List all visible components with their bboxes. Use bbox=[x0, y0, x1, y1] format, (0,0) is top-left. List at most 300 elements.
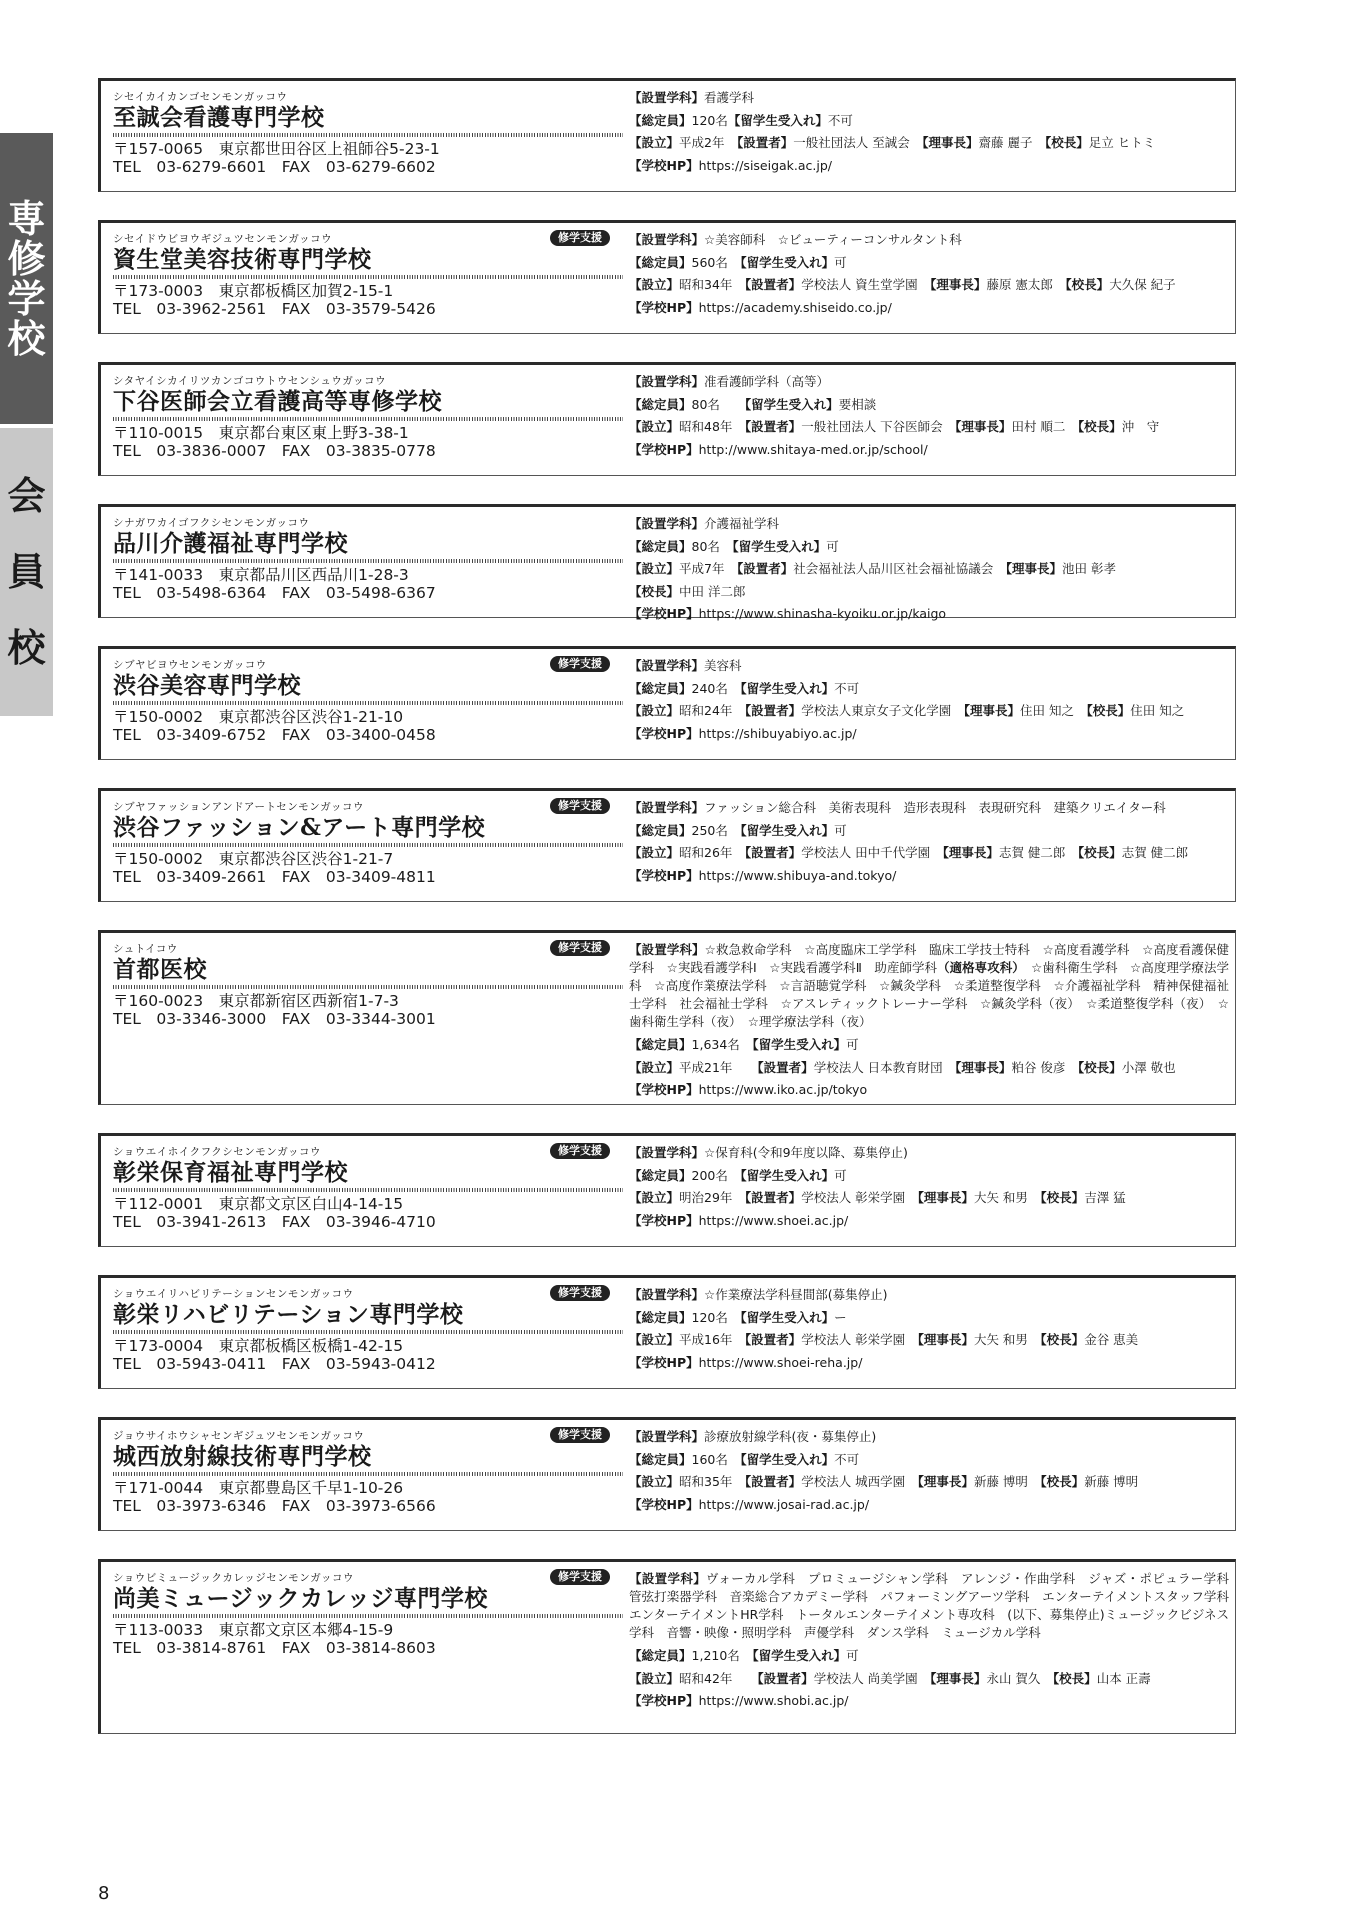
detail-label: 【留学生受入れ】 bbox=[732, 538, 827, 554]
detail-line bbox=[629, 700, 1229, 723]
school-summary bbox=[113, 90, 623, 176]
detail-value: 志賀 健二郎 bbox=[1121, 845, 1189, 860]
school-summary bbox=[113, 658, 623, 744]
detail-label: 【設置学科】 bbox=[629, 232, 705, 247]
school-name: 資生堂美容技術専門学校 bbox=[113, 246, 372, 273]
dotted-rule bbox=[113, 985, 623, 989]
detail-line bbox=[629, 1494, 1229, 1517]
detail-label: 【留学生受入れ】 bbox=[740, 1309, 835, 1325]
school-details bbox=[629, 371, 1229, 461]
dotted-rule bbox=[113, 1472, 623, 1476]
detail-label: 【留学生受入れ】 bbox=[744, 396, 839, 412]
detail-value: 学校法人 資生堂学園 bbox=[801, 277, 931, 292]
school-name: 彰栄保育福祉専門学校 bbox=[113, 1159, 348, 1186]
detail-label: 【総定員】 bbox=[629, 822, 692, 838]
detail-line bbox=[629, 723, 1229, 746]
school-name: 渋谷ファッション&アート専門学校 bbox=[113, 814, 486, 841]
detail-value: 可 bbox=[846, 1037, 859, 1052]
detail-label: 【設立】 bbox=[629, 1670, 680, 1686]
detail-value: 一般社団法人 下谷医師会 bbox=[801, 419, 956, 434]
detail-line bbox=[629, 1426, 1229, 1449]
detail-label: 【学校HP】 bbox=[629, 1693, 699, 1708]
detail-value: 1,210名 bbox=[691, 1648, 753, 1663]
school-kana: シナガワカイゴフクシセンモンガッコウ bbox=[113, 517, 310, 529]
detail-value: 平成7年 bbox=[679, 561, 737, 576]
school-kana: シセイカイカンゴセンモンガッコウ bbox=[113, 91, 288, 103]
detail-label: 【校長】 bbox=[1040, 1474, 1085, 1489]
detail-label: 【学校HP】 bbox=[629, 867, 699, 883]
school-kana: ショウビミュージックカレッジセンモンガッコウ bbox=[113, 1572, 355, 1584]
detail-value: 昭和24年 bbox=[679, 703, 745, 718]
detail-label: 【設置学科】 bbox=[629, 800, 705, 815]
detail-label: 【校長】 bbox=[1086, 703, 1131, 718]
detail-label: 【設置学科】 bbox=[629, 516, 705, 531]
detail-label: 【設置者】 bbox=[744, 419, 802, 434]
school-details bbox=[629, 1568, 1242, 1713]
detail-value: 160名 bbox=[691, 1451, 741, 1467]
detail-label: 【設立】 bbox=[629, 1190, 680, 1205]
school-name: 渋谷美容専門学校 bbox=[113, 672, 301, 699]
school-summary bbox=[113, 1145, 623, 1231]
school-kana: シブヤファッションアンドアートセンモンガッコウ bbox=[113, 801, 365, 813]
detail-line bbox=[629, 229, 1229, 252]
detail-label: 【学校HP】 bbox=[629, 1212, 699, 1228]
detail-line bbox=[629, 1057, 1229, 1080]
school-summary bbox=[113, 800, 623, 886]
detail-value: 可 bbox=[826, 538, 839, 554]
detail-value: https://academy.shiseido.co.jp/ bbox=[698, 299, 892, 315]
school-entry bbox=[98, 504, 1236, 621]
detail-line bbox=[629, 416, 1229, 439]
school-details bbox=[629, 229, 1229, 319]
detail-line bbox=[629, 842, 1229, 865]
school-name: 至誠会看護専門学校 bbox=[113, 104, 325, 131]
detail-value: 志賀 健二郎 bbox=[998, 845, 1078, 860]
detail-label: 【学校HP】 bbox=[629, 441, 699, 457]
school-kana: ショウエイホイクフクシセンモンガッコウ bbox=[113, 1146, 322, 1158]
school-address: 〒173-0004 東京都板橋区板橋1-42-15 bbox=[113, 1337, 404, 1355]
detail-label: 【校長】 bbox=[1077, 845, 1122, 860]
detail-value: 介護福祉学科 bbox=[704, 516, 780, 531]
school-name: 城西放射線技術専門学校 bbox=[113, 1443, 372, 1470]
detail-label: 【留学生受入れ】 bbox=[752, 1648, 847, 1663]
school-list bbox=[98, 78, 1242, 1762]
detail-value: 社会福祉法人品川区社会福祉協議会 bbox=[793, 561, 1006, 576]
detail-value: 可 bbox=[834, 822, 847, 838]
detail-value: 金谷 恵美 bbox=[1084, 1332, 1139, 1347]
detail-line bbox=[629, 155, 1229, 178]
side-tab-char: 専 bbox=[7, 196, 46, 241]
school-details bbox=[629, 797, 1229, 887]
detail-value: 永山 賀久 bbox=[986, 1670, 1053, 1686]
detail-label: 【校長】 bbox=[1052, 1670, 1097, 1686]
detail-line bbox=[629, 132, 1229, 155]
school-name: 下谷医師会立看護高等専修学校 bbox=[113, 388, 442, 415]
detail-value: ファッション総合科 美術表現科 造形表現科 表現研究科 建築クリエイター科 bbox=[704, 800, 1166, 815]
school-summary bbox=[113, 516, 623, 602]
school-entry bbox=[98, 1417, 1236, 1531]
side-tab-section bbox=[0, 428, 53, 716]
detail-value: 吉澤 猛 bbox=[1084, 1190, 1126, 1205]
school-kana: ジョウサイホウシャセンギジュツセンモンガッコウ bbox=[113, 1430, 365, 1442]
detail-label: 【設立】 bbox=[629, 1332, 680, 1347]
detail-label: 【校長】 bbox=[1077, 419, 1122, 434]
detail-value: 不可 bbox=[827, 112, 853, 128]
detail-label: 【総定員】 bbox=[629, 1451, 692, 1467]
detail-line bbox=[629, 678, 1229, 701]
detail-line bbox=[629, 941, 1229, 1031]
school-summary bbox=[113, 1287, 623, 1373]
detail-label: 【総定員】 bbox=[629, 1309, 692, 1325]
detail-label: 【理事長】 bbox=[930, 277, 987, 292]
support-badge: 修学支援 bbox=[550, 656, 610, 672]
detail-line bbox=[629, 1165, 1229, 1188]
detail-value: 昭和26年 bbox=[679, 845, 745, 860]
school-entry bbox=[98, 362, 1236, 476]
detail-value: 新藤 博明 bbox=[973, 1474, 1041, 1489]
detail-value: 120名 bbox=[691, 1309, 741, 1325]
detail-label: 【設置者】 bbox=[744, 845, 802, 860]
detail-line bbox=[629, 1210, 1229, 1233]
detail-value: 小澤 敬也 bbox=[1121, 1059, 1176, 1075]
detail-value: 粕谷 俊彦 bbox=[1011, 1059, 1078, 1075]
detail-value: 学校法人 尚美学園 bbox=[813, 1670, 931, 1686]
detail-label: 【理事長】 bbox=[922, 135, 979, 150]
detail-value: 学校法人 日本教育財団 bbox=[813, 1059, 956, 1075]
detail-line bbox=[629, 1668, 1229, 1691]
detail-label: 【理事長】 bbox=[955, 419, 1012, 434]
school-phone: TEL 03-3409-2661 FAX 03-3409-4811 bbox=[113, 868, 436, 886]
detail-line bbox=[629, 820, 1229, 843]
detail-value: 平成21年 bbox=[679, 1059, 758, 1075]
detail-value: https://www.shoei.ac.jp/ bbox=[698, 1212, 849, 1228]
school-phone: TEL 03-3962-2561 FAX 03-3579-5426 bbox=[113, 300, 436, 318]
detail-line bbox=[629, 1187, 1229, 1210]
school-kana: シブヤビヨウセンモンガッコウ bbox=[113, 659, 267, 671]
school-entry bbox=[98, 78, 1236, 192]
detail-line bbox=[629, 1690, 1229, 1713]
detail-label: 【理事長】 bbox=[930, 1670, 987, 1686]
detail-label: 【設立】 bbox=[629, 1059, 680, 1075]
dotted-rule bbox=[113, 559, 623, 563]
detail-label: 【総定員】 bbox=[629, 680, 692, 696]
detail-value: https://shibuyabiyo.ac.jp/ bbox=[698, 725, 857, 741]
detail-value: 池田 彰孝 bbox=[1062, 561, 1116, 576]
school-address: 〒110-0015 東京都台東区東上野3-38-1 bbox=[113, 424, 409, 442]
detail-value: 200名 bbox=[691, 1167, 741, 1183]
detail-label: 【設立】 bbox=[629, 277, 680, 292]
detail-label: 【設立】 bbox=[629, 561, 680, 576]
detail-value: ー bbox=[834, 1309, 847, 1325]
detail-value: 新藤 博明 bbox=[1084, 1474, 1139, 1489]
dotted-rule bbox=[113, 843, 623, 847]
detail-label: 【留学生受入れ】 bbox=[740, 822, 835, 838]
detail-value: 齋藤 麗子 bbox=[978, 135, 1045, 150]
detail-value: 学校法人 彰栄学園 bbox=[801, 1332, 918, 1347]
detail-value: https://www.iko.ac.jp/tokyo bbox=[698, 1082, 868, 1097]
detail-label: 【留学生受入れ】 bbox=[740, 254, 835, 270]
detail-label: 【校長】 bbox=[1040, 1190, 1085, 1205]
detail-label: 【理事長】 bbox=[917, 1190, 974, 1205]
detail-value: 住田 知之 bbox=[1130, 703, 1185, 718]
school-address: 〒113-0033 東京都文京区本郷4-15-9 bbox=[113, 1621, 394, 1639]
school-address: 〒150-0002 東京都渋谷区渋谷1-21-10 bbox=[113, 708, 404, 726]
school-kana: シュトイコウ bbox=[113, 943, 178, 955]
detail-value: https://www.shinasha-kyoiku.or.jp/kaigo bbox=[698, 606, 947, 621]
school-entry bbox=[98, 220, 1236, 334]
detail-label: 【学校HP】 bbox=[629, 725, 699, 741]
detail-label: 【設置学科】 bbox=[629, 942, 705, 957]
detail-value: https://www.shoei-reha.jp/ bbox=[698, 1354, 863, 1370]
detail-line bbox=[629, 371, 1229, 394]
detail-value: 学校法人 田中千代学園 bbox=[801, 845, 943, 860]
detail-value: 山本 正壽 bbox=[1096, 1670, 1151, 1686]
detail-label: 【設置学科】 bbox=[629, 1287, 705, 1302]
school-address: 〒157-0065 東京都世田谷区上祖師谷5-23-1 bbox=[113, 140, 440, 158]
school-details bbox=[629, 513, 1229, 626]
school-entry bbox=[98, 646, 1236, 760]
detail-label: 【総定員】 bbox=[629, 1648, 692, 1663]
detail-label: 【学校HP】 bbox=[629, 299, 699, 315]
school-name: 品川介護福祉専門学校 bbox=[113, 530, 348, 557]
school-name: 首都医校 bbox=[113, 956, 207, 983]
detail-line bbox=[629, 797, 1229, 820]
school-summary bbox=[113, 1571, 623, 1657]
dotted-rule bbox=[113, 133, 623, 137]
detail-label: 【設置学科】 bbox=[629, 1571, 707, 1586]
side-tab-char: 会 bbox=[7, 474, 46, 518]
school-details bbox=[629, 87, 1229, 177]
detail-value: 准看護師学科（高等） bbox=[704, 374, 830, 389]
detail-label: 【設立】 bbox=[629, 419, 680, 434]
detail-value: 大久保 紀子 bbox=[1109, 277, 1176, 292]
detail-line bbox=[629, 655, 1229, 678]
detail-label: 【校長】 bbox=[629, 583, 680, 599]
dotted-rule bbox=[113, 1188, 623, 1192]
detail-label: 【理事長】 bbox=[942, 845, 999, 860]
detail-label: 【設置者】 bbox=[736, 135, 794, 150]
detail-label: 【設置者】 bbox=[744, 703, 802, 718]
detail-label: 【総定員】 bbox=[629, 1167, 692, 1183]
detail-line bbox=[629, 1645, 1229, 1668]
school-entry bbox=[98, 788, 1236, 902]
school-phone: TEL 03-3836-0007 FAX 03-3835-0778 bbox=[113, 442, 436, 460]
school-address: 〒171-0044 東京都豊島区千早1-10-26 bbox=[113, 1479, 404, 1497]
detail-line bbox=[629, 558, 1229, 581]
detail-value: 可 bbox=[834, 1167, 847, 1183]
detail-label: 【校長】 bbox=[1040, 1332, 1085, 1347]
detail-value: 昭和42年 bbox=[679, 1670, 758, 1686]
detail-value: 不可 bbox=[834, 1451, 860, 1467]
detail-line bbox=[629, 252, 1229, 275]
school-details bbox=[629, 1284, 1229, 1374]
detail-label: 【留学生受入れ】 bbox=[740, 1451, 835, 1467]
detail-label: 【学校HP】 bbox=[629, 606, 699, 621]
school-phone: TEL 03-3941-2613 FAX 03-3946-4710 bbox=[113, 1213, 436, 1231]
detail-label: 【設立】 bbox=[629, 703, 680, 718]
school-summary bbox=[113, 374, 623, 460]
detail-label: 【校長】 bbox=[1077, 1059, 1122, 1075]
detail-label: 【理事長】 bbox=[963, 703, 1020, 718]
school-phone: TEL 03-3346-3000 FAX 03-3344-3001 bbox=[113, 1010, 436, 1028]
school-entry bbox=[98, 1275, 1236, 1389]
school-phone: TEL 03-5943-0411 FAX 03-5943-0412 bbox=[113, 1355, 436, 1373]
detail-value: 250名 bbox=[691, 822, 741, 838]
detail-line bbox=[629, 865, 1229, 888]
detail-line bbox=[629, 439, 1229, 462]
detail-value: 1,634名 bbox=[691, 1037, 753, 1052]
dotted-rule bbox=[113, 701, 623, 705]
detail-value: 240名 bbox=[691, 680, 741, 696]
detail-value: ☆歯科衛生学科 ☆高度理学療法学科 ☆高度作業療法学科 ☆言語聴覚学科 ☆鍼灸学科 ☆柔道整復学科 ☆介護福祉学科 精神保健福祉士学科 社会福祉士学科 ☆アスレティックトレーナー学科 ☆鍼灸学科（夜） ☆柔道整復学科（夜） ☆歯科衛生学科（夜） ☆理学療法学科（夜） bbox=[629, 960, 1229, 1029]
detail-line bbox=[629, 1284, 1229, 1307]
detail-value: ☆作業療法学科昼間部(募集停止) bbox=[704, 1287, 888, 1302]
detail-label: （適格専攻科） bbox=[937, 960, 1019, 975]
school-phone: TEL 03-5498-6364 FAX 03-5498-6367 bbox=[113, 584, 436, 602]
detail-label: 【設立】 bbox=[629, 1474, 680, 1489]
school-phone: TEL 03-3409-6752 FAX 03-3400-0458 bbox=[113, 726, 436, 744]
detail-label: 【総定員】 bbox=[629, 396, 692, 412]
detail-label: 【理事長】 bbox=[1005, 561, 1063, 576]
school-summary bbox=[113, 232, 623, 318]
detail-value: 沖 守 bbox=[1121, 419, 1160, 434]
school-phone: TEL 03-3973-6346 FAX 03-3973-6566 bbox=[113, 1497, 436, 1515]
support-badge: 修学支援 bbox=[550, 1143, 610, 1159]
detail-label: 【留学生受入れ】 bbox=[727, 112, 828, 128]
detail-label: 【設置学科】 bbox=[629, 374, 705, 389]
detail-line bbox=[629, 1352, 1229, 1375]
support-badge: 修学支援 bbox=[550, 1427, 610, 1443]
school-details bbox=[629, 939, 1229, 1102]
dotted-rule bbox=[113, 1330, 623, 1334]
school-summary bbox=[113, 1429, 623, 1515]
school-kana: シセイドウビヨウギジュツセンモンガッコウ bbox=[113, 233, 333, 245]
detail-label: 【理事長】 bbox=[955, 1059, 1012, 1075]
detail-value: 一般社団法人 至誠会 bbox=[793, 135, 923, 150]
side-tab-category bbox=[0, 133, 53, 424]
side-tab-char: 員 bbox=[7, 550, 46, 594]
school-address: 〒150-0002 東京都渋谷区渋谷1-21-7 bbox=[113, 850, 394, 868]
school-kana: シタヤイシカイリツカンゴコウトウセンシュウガッコウ bbox=[113, 375, 387, 387]
detail-value: 80名 bbox=[691, 538, 733, 554]
detail-value: http://www.shitaya-med.or.jp/school/ bbox=[698, 441, 928, 457]
detail-label: 【留学生受入れ】 bbox=[752, 1037, 847, 1052]
school-kana: ショウエイリハビリテーションセンモンガッコウ bbox=[113, 1288, 354, 1300]
detail-value: ☆美容師科 ☆ビューティーコンサルタント科 bbox=[704, 232, 962, 247]
side-tab-char: 校 bbox=[7, 316, 46, 361]
detail-label: 【設置学科】 bbox=[629, 658, 705, 673]
detail-label: 【設置者】 bbox=[736, 561, 794, 576]
side-tab-char: 修 bbox=[7, 236, 46, 281]
detail-line bbox=[629, 1079, 1229, 1102]
detail-value: 診療放射線学科(夜・募集停止) bbox=[704, 1429, 877, 1444]
school-phone: TEL 03-3814-8761 FAX 03-3814-8603 bbox=[113, 1639, 436, 1657]
detail-label: 【学校HP】 bbox=[629, 1082, 699, 1097]
detail-value: 昭和48年 bbox=[679, 419, 745, 434]
detail-label: 【留学生受入れ】 bbox=[740, 1167, 835, 1183]
detail-value: 平成16年 bbox=[679, 1332, 745, 1347]
dotted-rule bbox=[113, 1614, 623, 1618]
support-badge: 修学支援 bbox=[550, 1285, 610, 1301]
support-badge: 修学支援 bbox=[550, 1569, 610, 1585]
detail-line bbox=[629, 1570, 1242, 1642]
support-badge: 修学支援 bbox=[550, 230, 610, 246]
side-tab-char: 校 bbox=[7, 626, 46, 670]
detail-line bbox=[629, 581, 1229, 604]
detail-value: 560名 bbox=[691, 254, 741, 270]
detail-value: 学校法人東京女子文化学園 bbox=[801, 703, 964, 718]
detail-label: 【校長】 bbox=[1044, 135, 1089, 150]
detail-line bbox=[629, 1142, 1229, 1165]
detail-value: 大矢 和男 bbox=[973, 1190, 1041, 1205]
support-badge: 修学支援 bbox=[550, 798, 610, 814]
detail-line bbox=[629, 274, 1229, 297]
school-entry bbox=[98, 1559, 1242, 1734]
school-details bbox=[629, 655, 1229, 745]
detail-label: 【留学生受入れ】 bbox=[740, 680, 835, 696]
school-details bbox=[629, 1142, 1229, 1232]
detail-label: 【校長】 bbox=[1065, 277, 1110, 292]
dotted-rule bbox=[113, 417, 623, 421]
detail-line bbox=[629, 1471, 1229, 1494]
detail-line bbox=[629, 297, 1229, 320]
detail-value: 平成2年 bbox=[679, 135, 737, 150]
detail-line bbox=[629, 394, 1229, 417]
detail-label: 【設置者】 bbox=[757, 1670, 814, 1686]
detail-label: 【設置者】 bbox=[757, 1059, 814, 1075]
school-entry bbox=[98, 1133, 1236, 1247]
page-number: 8 bbox=[98, 1883, 110, 1904]
detail-value: https://www.josai-rad.ac.jp/ bbox=[698, 1496, 870, 1512]
detail-line bbox=[629, 1034, 1229, 1057]
detail-value: 田村 順二 bbox=[1011, 419, 1078, 434]
detail-label: 【総定員】 bbox=[629, 538, 692, 554]
detail-label: 【総定員】 bbox=[629, 1037, 692, 1052]
detail-value: ☆救急救命学科 ☆高度臨床工学学科 臨床工学技士特科 ☆高度看護学科 ☆高度看護保健学科 ☆実践看護学科Ⅰ ☆実践看護学科Ⅱ 助産師学科 bbox=[629, 942, 1229, 975]
detail-label: 【理事長】 bbox=[917, 1332, 974, 1347]
school-address: 〒173-0003 東京都板橋区加賀2-15-1 bbox=[113, 282, 394, 300]
dotted-rule bbox=[113, 275, 623, 279]
detail-value: 120名 bbox=[691, 112, 728, 128]
detail-label: 【設置者】 bbox=[744, 1474, 802, 1489]
side-tab-char: 学 bbox=[7, 276, 46, 321]
detail-line bbox=[629, 1449, 1229, 1472]
detail-value: 80名 bbox=[691, 396, 745, 412]
detail-label: 【設立】 bbox=[629, 845, 680, 860]
detail-value: ☆保育科(令和9年度以降、募集停止) bbox=[704, 1145, 908, 1160]
detail-label: 【学校HP】 bbox=[629, 1496, 699, 1512]
detail-label: 【総定員】 bbox=[629, 254, 692, 270]
detail-label: 【設置学科】 bbox=[629, 1429, 705, 1444]
detail-value: 学校法人 城西学園 bbox=[801, 1474, 918, 1489]
detail-value: 昭和34年 bbox=[679, 277, 745, 292]
detail-value: 住田 知之 bbox=[1019, 703, 1087, 718]
detail-value: 学校法人 彰栄学園 bbox=[801, 1190, 918, 1205]
detail-value: 美容科 bbox=[704, 658, 742, 673]
detail-label: 【総定員】 bbox=[629, 112, 692, 128]
detail-value: 藤原 憲太郎 bbox=[986, 277, 1066, 292]
detail-line bbox=[629, 1307, 1229, 1330]
school-address: 〒112-0001 東京都文京区白山4-14-15 bbox=[113, 1195, 404, 1213]
detail-label: 【設置者】 bbox=[744, 277, 802, 292]
detail-line bbox=[629, 1329, 1229, 1352]
detail-label: 【設置学科】 bbox=[629, 90, 705, 105]
school-phone: TEL 03-6279-6601 FAX 03-6279-6602 bbox=[113, 158, 436, 176]
detail-value: 可 bbox=[834, 254, 847, 270]
detail-value: 昭和35年 bbox=[679, 1474, 745, 1489]
detail-value: ヴォーカル学科 プロミュージシャン学科 アレンジ・作曲学科 ジャズ・ポピュラー学科 管弦打楽器学科 音楽総合アカデミー学科 パフォーミングアーツ学科 エンターテイメントスタッフ学科 エンターテイメントHR学科 トータルエンターテイメント専攻科 (以下、募集停止)ミュージックビジネス学科 音響・映像・照明学科 声優学科 ダンス学科 ミュージカル学科 bbox=[629, 1571, 1242, 1640]
detail-line bbox=[629, 536, 1229, 559]
